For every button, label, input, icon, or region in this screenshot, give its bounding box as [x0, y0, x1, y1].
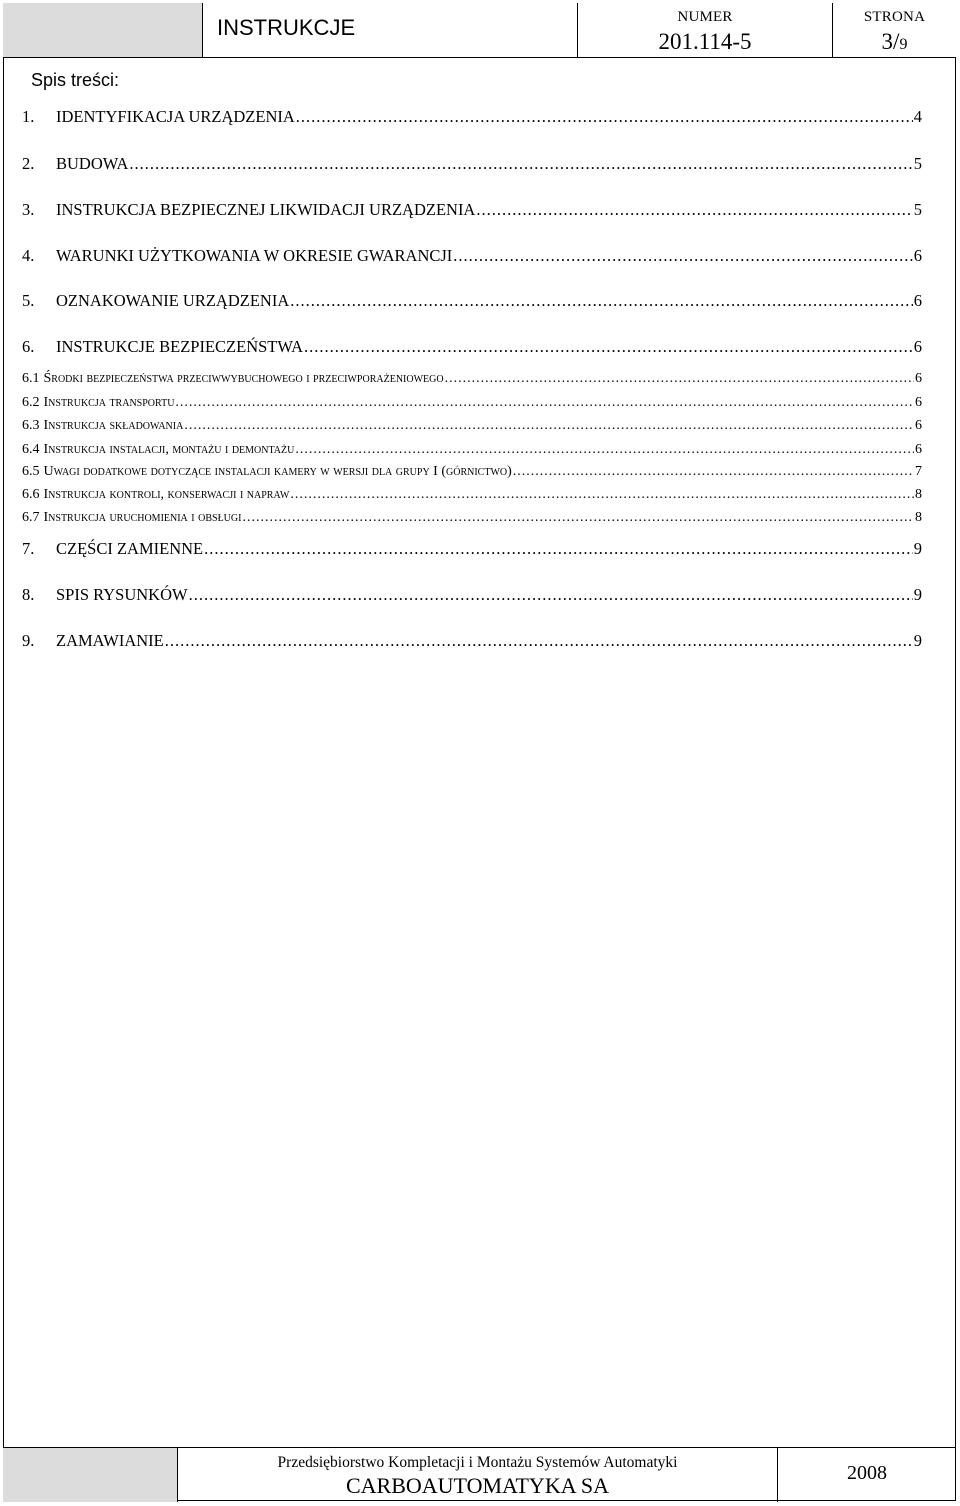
toc-entry-label: SPIS RYSUNKÓW [56, 585, 188, 604]
header-number-cell [578, 3, 833, 58]
toc-leader-dots [296, 107, 913, 127]
toc-entry[interactable] [22, 337, 922, 359]
toc-leader-dots [290, 487, 914, 503]
toc-entry-page: 6 [913, 291, 922, 310]
toc-entry-page: 6 [915, 418, 922, 433]
toc-entry-label: WARUNKI UŻYTKOWANIA W OKRESIE GWARANCJI [56, 246, 453, 265]
toc-entry-number: 6.2 [22, 395, 40, 410]
toc-leader-dots [189, 585, 913, 605]
toc-entry-number: 3. [22, 200, 35, 219]
toc-entry-number: 6.4 [22, 442, 40, 457]
toc-entry[interactable] [22, 246, 922, 268]
toc-leader-dots [513, 464, 914, 480]
toc-leader-dots [295, 442, 914, 458]
toc-entry-number: 6.6 [22, 487, 40, 502]
document-footer [3, 1447, 956, 1502]
toc-entry-page: 9 [913, 631, 922, 650]
toc-entry[interactable] [22, 395, 922, 417]
toc-leader-dots [242, 510, 914, 526]
toc-entry[interactable] [22, 107, 922, 129]
toc-leader-dots [129, 154, 912, 174]
toc-entry-page: 6 [915, 371, 922, 386]
toc-entry-label: Uwagi dodatkowe dotyczące instalacji kamery w wersji dla grupy I (górnictwo) [43, 464, 512, 479]
toc-entry-number: 6.5 [22, 464, 40, 479]
toc-entry[interactable] [22, 585, 922, 607]
toc-entry-label: INSTRUKCJE BEZPIECZEŃSTWA [56, 337, 304, 356]
toc-entry[interactable] [22, 371, 922, 393]
page-indicator [833, 29, 956, 55]
toc-entry[interactable] [22, 442, 922, 464]
toc-entry-number: 6.3 [22, 418, 40, 433]
toc-entry-number: 6.1 [22, 371, 40, 386]
footer-logo-area [3, 1448, 178, 1502]
toc-entry-page: 5 [913, 154, 922, 173]
toc-heading: Spis treści: [31, 70, 120, 90]
toc-leader-dots [304, 337, 913, 357]
toc-entry-label: Środki bezpieczeństwa przeciwwybuchowego i przeciwporażeniowego [43, 371, 444, 386]
current-page: 3/ [881, 29, 900, 54]
toc-entry-label: ZAMAWIANIE [56, 631, 164, 650]
toc-entry-label: CZĘŚCI ZAMIENNE [56, 539, 204, 558]
toc-entry-label: Instrukcja składowania [43, 418, 184, 433]
toc-entry[interactable] [22, 631, 922, 653]
header-divider [3, 57, 956, 58]
toc-entry-number: 7. [22, 539, 35, 558]
number-label: NUMER [677, 9, 733, 25]
toc-entry-number: 2. [22, 154, 35, 173]
toc-entry-page: 6 [915, 395, 922, 410]
footer-year-cell [778, 1448, 956, 1502]
document-header [3, 3, 956, 58]
toc-entry-page: 9 [913, 539, 922, 558]
toc-leader-dots [290, 291, 913, 311]
toc-entry[interactable] [22, 200, 922, 222]
document-number: 201.114-5 [658, 29, 752, 54]
company-name: CARBOAUTOMATYKA SA [345, 1473, 610, 1498]
toc-entry-label: Instrukcja transportu [43, 395, 175, 410]
toc-entry-number: 9. [22, 631, 35, 650]
toc-entry[interactable] [22, 487, 922, 509]
toc-entry[interactable] [22, 418, 922, 440]
toc-entry-number: 8. [22, 585, 35, 604]
document-year: 2008 [847, 1462, 887, 1484]
toc-entry[interactable] [22, 539, 922, 561]
toc-entry-page: 4 [913, 107, 922, 126]
toc-entry-page: 5 [913, 200, 922, 219]
toc-entry-label: Instrukcja kontroli, konserwacji i napraw [43, 487, 290, 502]
toc-entry-number: 6. [22, 337, 35, 356]
header-logo-area [3, 3, 203, 58]
toc-entry-page: 7 [915, 464, 922, 479]
toc-entry-label: Instrukcja uruchomienia i obsługi [43, 510, 242, 525]
toc-leader-dots [175, 395, 914, 411]
page-frame [3, 3, 956, 1501]
toc-entry-number: 4. [22, 246, 35, 265]
toc-leader-dots [184, 418, 914, 434]
company-full-name: Przedsiębiorstwo Kompletacji i Montażu Systemów Automatyki [277, 1454, 678, 1471]
toc-leader-dots [204, 539, 913, 559]
toc-entry[interactable] [22, 154, 922, 176]
toc-entry-number: 5. [22, 291, 35, 310]
header-page-cell [833, 3, 956, 58]
toc-entry-page: 6 [913, 246, 922, 265]
page-label: STRONA [863, 9, 926, 25]
toc-entry-label: BUDOWA [56, 154, 129, 173]
toc-entry-label: Instrukcja instalacji, montażu i demontażu [43, 442, 295, 457]
toc-entry-page: 8 [915, 510, 922, 525]
toc-leader-dots [445, 371, 914, 387]
document-type-title: INSTRUKCJE [217, 15, 356, 40]
toc-entry[interactable] [22, 464, 922, 486]
toc-entry-label: OZNAKOWANIE URZĄDZENIA [56, 291, 290, 310]
toc-entry-number: 1. [22, 107, 35, 126]
toc-entry-number: 6.7 [22, 510, 40, 525]
toc-leader-dots [476, 200, 912, 220]
toc-leader-dots [453, 246, 912, 266]
footer-company-cell [178, 1448, 778, 1502]
toc-entry-page: 6 [915, 442, 922, 457]
toc-entry[interactable] [22, 291, 922, 313]
toc-entry-label: INSTRUKCJA BEZPIECZNEJ LIKWIDACJI URZĄDZENIA [56, 200, 476, 219]
toc-entry-page: 8 [915, 487, 922, 502]
header-title-cell [203, 3, 578, 58]
toc-leader-dots [165, 631, 913, 651]
total-pages: 9 [899, 36, 908, 53]
toc-entry-page: 9 [913, 585, 922, 604]
toc-entry-page: 6 [913, 337, 922, 356]
toc-entry-label: IDENTYFIKACJA URZĄDZENIA [56, 107, 295, 126]
toc-entry[interactable] [22, 510, 922, 532]
